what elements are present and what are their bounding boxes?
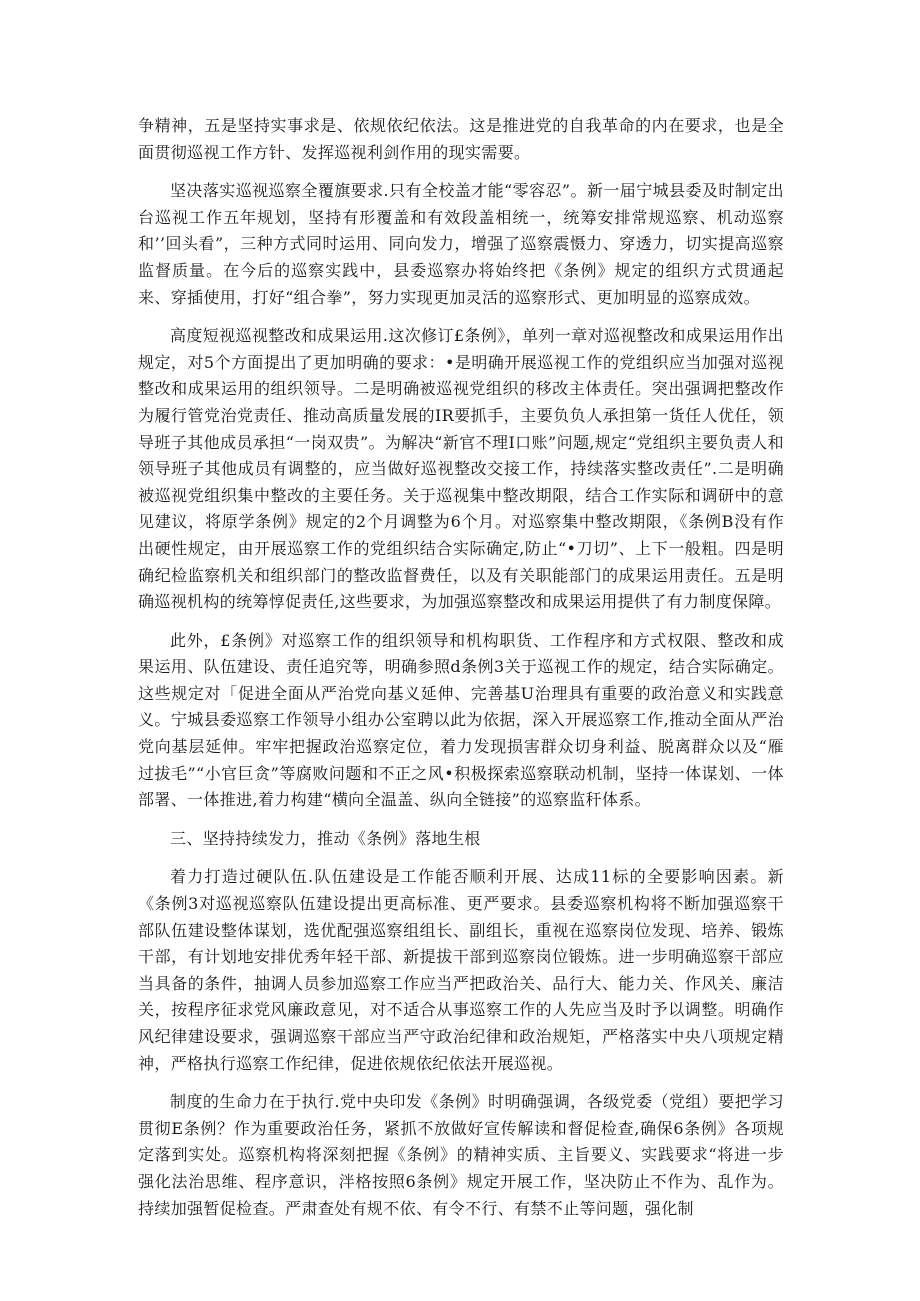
paragraph-2: 坚决落实巡视巡察全覆旗要求.只有全校盖才能“零容忍”。新一届宁城县委及时制定出台巡视工作五年规划，坚持有形覆盖和有效段盖相统一，统筹安排常规巡察、机动巡察和’’回头看”，三种方式同时运用、同向发力，增强了巡察震慑力、穿透力，切实提高巡察监督质量。在今后的巡察实践中，县委巡察办将始终把《条例》规定的组织方式贯通起来、穿插使用，打好“组合拳”，努力实现更加灵活的巡察形式、更加明显的巡察成效。	[138, 181, 784, 307]
document-body	[138, 113, 784, 1234]
paragraph-3: 高度短视巡视整改和成果运用.这次修订£条例》，单列一章对巡视整改和成果运用作出规定，对5个方面提出了更加明确的要求：•是明确开展巡视工作的党组织应当加强对巡视整改和成果运用的组织领导。二是明确被巡视党组织的移改主体责任。突出强调把整改作为履行管党治党责任、推动高质量发展的IR要抓手，主要负负人承担第一货任人优任，领导班子其他成员承担“一岗双贵”。为解决“新官不理I口账”问题,规定“党组织主要负责人和领导班子其他成员有调整的，应当做好巡视整改交接工作，持续落实整改责任”.二是明确被巡视党组织集中整改的主要任务。关于巡视集中整改期限，结合工作实际和调研中的意见建议，将原学条例》规定的2个月调整为6个月。对巡察集中整改期限，《条例B没有作出硬性规定，由开展巡察工作的党组织结合实际确定,防止“•刀切”、上下一般粗。四是明确纪检监察机关和组织部门的整改监督费任，以及有关职能部门的成果运用责任。五是明确巡视机构的统筹惇促责任,这些要求，为加强巡察整改和成果运用提供了有力制度保障。	[138, 326, 784, 612]
paragraph-6: 制度的生命力在于执行.党中央印发《条例》时明确强调，各级党委（党组）要把学习贯彻E条例？作为重要政治任务，紧抓不放做好宣传解读和督促检查,确保6条例》各项规定落到实处。巡察机构将深刻把握《条例》的精神实质、主旨要义、实践要求“将进一步强化法治思维、程序意识，泮格按照6条例》规定开展工作，坚决防止不作为、乱作为。持续加强暂促检查。严肃查处有规不依、有令不行、有禁不止等问题，强化制	[138, 1092, 784, 1218]
paragraph-4: 此外，£条例》对巡察工作的组织领导和机构职货、工作程序和方式权限、整改和成果运用、队伍建设、责任追究等，明确参照d条例3关于巡视工作的规定，结合实际确定。这些规定对「促进全面从严治党向基义延伸、完善基U治理具有重要的政治意义和实践意义。宁城县委巡察工作领导小组办公室聘以此为依据，深入开展巡察工作,推动全面从严治党向基层延伸。牢牢把握政治巡察定位，着力发现损害群众切身利益、脱离群众以及“雁过拔毛”“小官巨贪”等腐败问题和不正之风•积极探索巡察联动机制，坚持一体谋划、一体部署、一体推进,着力构建“横向全温盖、纵向全链接”的巡察监秆体系。	[138, 630, 784, 810]
paragraph-1: 争精神，五是坚持实事求是、依规依纪依法。这是推进党的自我革命的内在要求，也是全面贯彻巡视工作方针、发挥巡视利剑作用的现实需要。	[138, 116, 784, 162]
section-heading-3: 三、坚持持续发力，推动《条例》落地生根	[170, 828, 481, 848]
paragraph-5: 着力打造过硬队伍.队伍建设是工作能否顺利开展、达成11标的全要影响因素。新《条例3对巡视巡察队伍建设提出更高标准、更严要求。县委巡察机构将不断加强巡察干部队伍建设整体谋划，选优配强巡察组组长、副组长，重视在巡察岗位发现、培养、锻炼干部，有计划地安排优秀年轻干部、新提拔干部到巡察岗位锻炼。进一步明确巡察干部应当具备的条件，抽调人员参加巡察工作应当严把政治关、品行大、能力关、作风关、廉洁关，按程序征求党风廉政意见，对不适合从事巡察工作的人先应当及时予以调整。明确作风纪律建设要求，强调巡察干部应当严守政治纪律和政治规矩，严格落实中央八项规定精神，严格执行巡察工作纪律，促进依规依纪依法开展巡视。	[138, 867, 784, 1073]
